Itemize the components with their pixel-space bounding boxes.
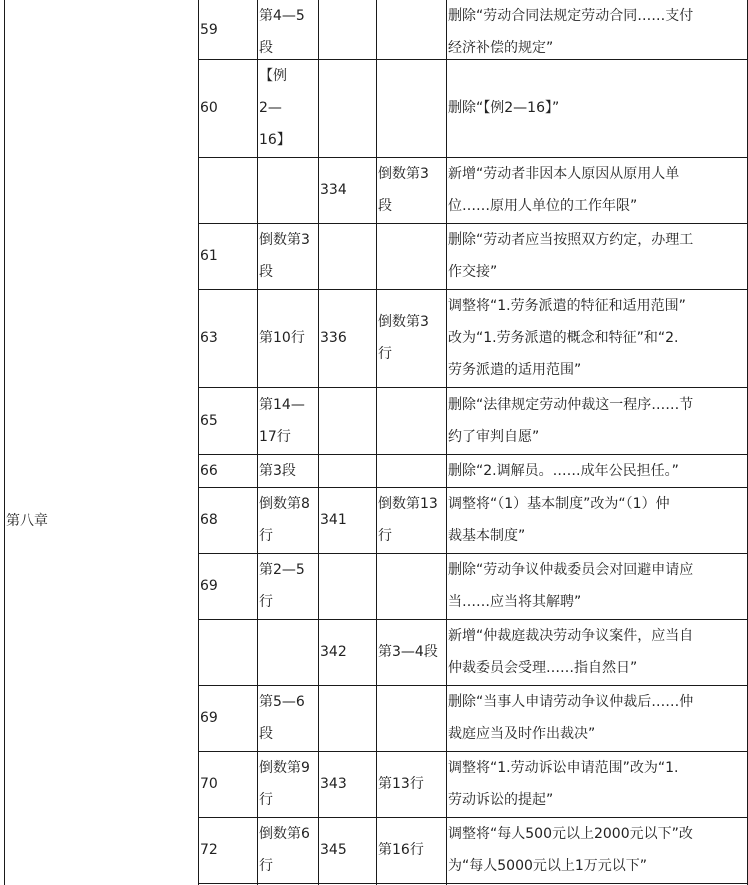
new-page-cell	[320, 636, 376, 668]
change-cell	[448, 389, 747, 453]
page-cell	[200, 504, 257, 536]
change-cell	[448, 158, 747, 222]
cell-text-line: 倒数第9	[259, 760, 310, 776]
col-border	[318, 0, 319, 885]
cell-text-line: 删除“劳动争议仲裁委员会对回避申请应	[448, 562, 694, 578]
cell-text-line: 调整将“（1）基本制度”改为“（1）仲	[448, 496, 670, 512]
col-border	[257, 0, 258, 885]
cell-text-line: 调整将“1.劳动诉讼申请范围”改为“1.	[448, 760, 679, 776]
page-cell	[200, 570, 257, 602]
page-cell	[200, 702, 257, 734]
cell-text-line: 第13行	[378, 776, 424, 792]
cell-text-line: 16】	[259, 132, 291, 148]
cell-text-line: 70	[200, 776, 218, 792]
chapter-label: 第八章	[6, 513, 48, 529]
cell-text-line: 65	[200, 412, 218, 429]
orig-location-cell	[259, 818, 318, 882]
cell-text-line: 删除“劳动者应当按照双方约定，办理工	[448, 232, 694, 248]
col-border	[446, 0, 447, 885]
cell-text-line: 69	[200, 578, 218, 594]
col-border	[376, 0, 377, 885]
orig-location-cell	[259, 322, 318, 354]
new-page-cell	[320, 834, 376, 866]
cell-text-line: 倒数第13	[378, 496, 438, 512]
page-cell	[200, 455, 257, 487]
cell-text-line: 仲裁委员会受理……指自然日”	[448, 660, 638, 676]
change-cell	[448, 92, 747, 124]
cell-text-line: 作交接”	[448, 264, 498, 280]
cell-text-line: 341	[320, 512, 347, 528]
cell-text-line: 第2—5	[259, 562, 305, 578]
cell-text-line: 69	[200, 710, 218, 726]
new-location-cell	[378, 636, 446, 668]
col-border	[4, 0, 5, 885]
orig-location-cell	[259, 224, 318, 288]
cell-text-line: 为“每人5000元以上1万元以下”	[448, 858, 648, 874]
cell-text-line: 裁庭应当及时作出裁决”	[448, 726, 596, 742]
new-page-cell	[320, 174, 376, 206]
new-page-cell	[320, 322, 376, 354]
cell-text-line: 倒数第6	[259, 826, 310, 842]
cell-text-line: 17行	[259, 428, 291, 445]
cell-text-line: 删除“【例2—16】”	[448, 100, 560, 116]
change-cell	[448, 686, 747, 750]
cell-text-line: 336	[320, 330, 347, 346]
new-page-cell	[320, 504, 376, 536]
page-cell	[200, 14, 257, 46]
cell-text-line: 倒数第3	[378, 314, 429, 330]
cell-text-line: 第3段	[259, 462, 296, 479]
cell-text-line: 倒数第3	[378, 166, 429, 182]
cell-text-line: 劳务派遣的适用范围”	[448, 362, 582, 378]
cell-text-line: 行	[259, 792, 273, 808]
cell-text-line: 劳动诉讼的提起”	[448, 792, 554, 808]
cell-text-line: 61	[200, 248, 218, 264]
new-location-cell	[378, 834, 446, 866]
cell-text-line: 倒数第3	[259, 232, 310, 248]
new-location-cell	[378, 306, 446, 370]
cell-text-line: 68	[200, 512, 218, 528]
change-cell	[448, 752, 747, 816]
cell-text-line: 334	[320, 182, 347, 198]
cell-text-line: 新增“劳动者非因本人原因从原用人单	[448, 166, 680, 182]
change-cell	[448, 620, 747, 684]
page-cell	[200, 92, 257, 124]
change-cell	[448, 290, 747, 386]
new-location-cell	[378, 768, 446, 800]
cell-text-line: 行	[259, 528, 273, 544]
cell-text-line: 第16行	[378, 842, 424, 858]
orig-location-cell	[259, 488, 318, 552]
page-cell	[200, 834, 257, 866]
change-cell	[448, 554, 747, 618]
cell-text-line: 2—	[259, 100, 282, 116]
cell-text-line: 经济补偿的规定”	[448, 40, 554, 56]
cell-text-line: 【例	[259, 68, 287, 84]
orig-location-cell	[259, 389, 318, 453]
change-cell	[448, 0, 747, 59]
cell-text-line: 改为“1.劳务派遣的概念和特征”和“2.	[448, 330, 679, 346]
cell-text-line: 行	[378, 346, 392, 362]
cell-text-line: 新增“仲裁庭裁决劳动争议案件，应当自	[448, 628, 694, 644]
new-page-cell	[320, 768, 376, 800]
cell-text-line: 342	[320, 644, 347, 660]
cell-text-line: 345	[320, 842, 347, 858]
orig-location-cell	[259, 686, 318, 750]
change-cell	[448, 818, 747, 882]
orig-location-cell	[259, 0, 318, 59]
cell-text-line: 段	[259, 40, 273, 56]
change-cell	[448, 455, 747, 487]
change-cell	[448, 488, 747, 552]
orig-location-cell	[259, 554, 318, 618]
page-cell	[200, 768, 257, 800]
cell-text-line: 段	[259, 726, 273, 742]
cell-text-line: 行	[259, 594, 273, 610]
cell-text-line: 66	[200, 462, 218, 479]
cell-text-line: 删除“法律规定劳动仲裁这一程序……节	[448, 396, 694, 413]
cell-text-line: 第4—5	[259, 8, 305, 24]
orig-location-cell	[259, 60, 318, 156]
new-location-cell	[378, 488, 446, 552]
orig-location-cell	[259, 455, 318, 487]
orig-location-cell	[259, 752, 318, 816]
cell-text-line: 倒数第8	[259, 496, 310, 512]
cell-text-line: 约了审判自愿”	[448, 428, 540, 445]
cell-text-line: 位……原用人单位的工作年限”	[448, 198, 638, 214]
cell-text-line: 行	[259, 858, 273, 874]
cell-text-line: 调整将“1.劳务派遣的特征和适用范围”	[448, 298, 686, 314]
change-cell	[448, 224, 747, 288]
cell-text-line: 第10行	[259, 330, 305, 346]
cell-text-line: 343	[320, 776, 347, 792]
col-border	[198, 0, 199, 885]
cell-text-line: 段	[259, 264, 273, 280]
cell-text-line: 删除“劳动合同法规定劳动合同……支付	[448, 8, 694, 24]
cell-text-line: 59	[200, 21, 218, 38]
cell-text-line: 当……应当将其解聘”	[448, 594, 582, 610]
cell-text-line: 行	[378, 528, 392, 544]
cell-text-line: 删除“2.调解员。……成年公民担任。”	[448, 462, 679, 479]
cell-text-line: 裁基本制度”	[448, 528, 526, 544]
cell-text-line: 第3—4段	[378, 644, 438, 660]
cell-text-line: 段	[378, 198, 392, 214]
cell-text-line: 60	[200, 100, 218, 116]
cell-text-line: 63	[200, 330, 218, 346]
page-cell	[200, 322, 257, 354]
page-cell	[200, 240, 257, 272]
page-cell	[200, 405, 257, 437]
new-location-cell	[378, 158, 446, 222]
cell-text-line: 调整将“每人500元以上2000元以下”改	[448, 826, 693, 842]
cell-text-line: 第5—6	[259, 694, 305, 710]
row-border	[198, 883, 748, 884]
cell-text-line: 删除“当事人申请劳动争议仲裁后……仲	[448, 694, 694, 710]
cell-text-line: 72	[200, 842, 218, 858]
cell-text-line: 第14—	[259, 396, 305, 413]
